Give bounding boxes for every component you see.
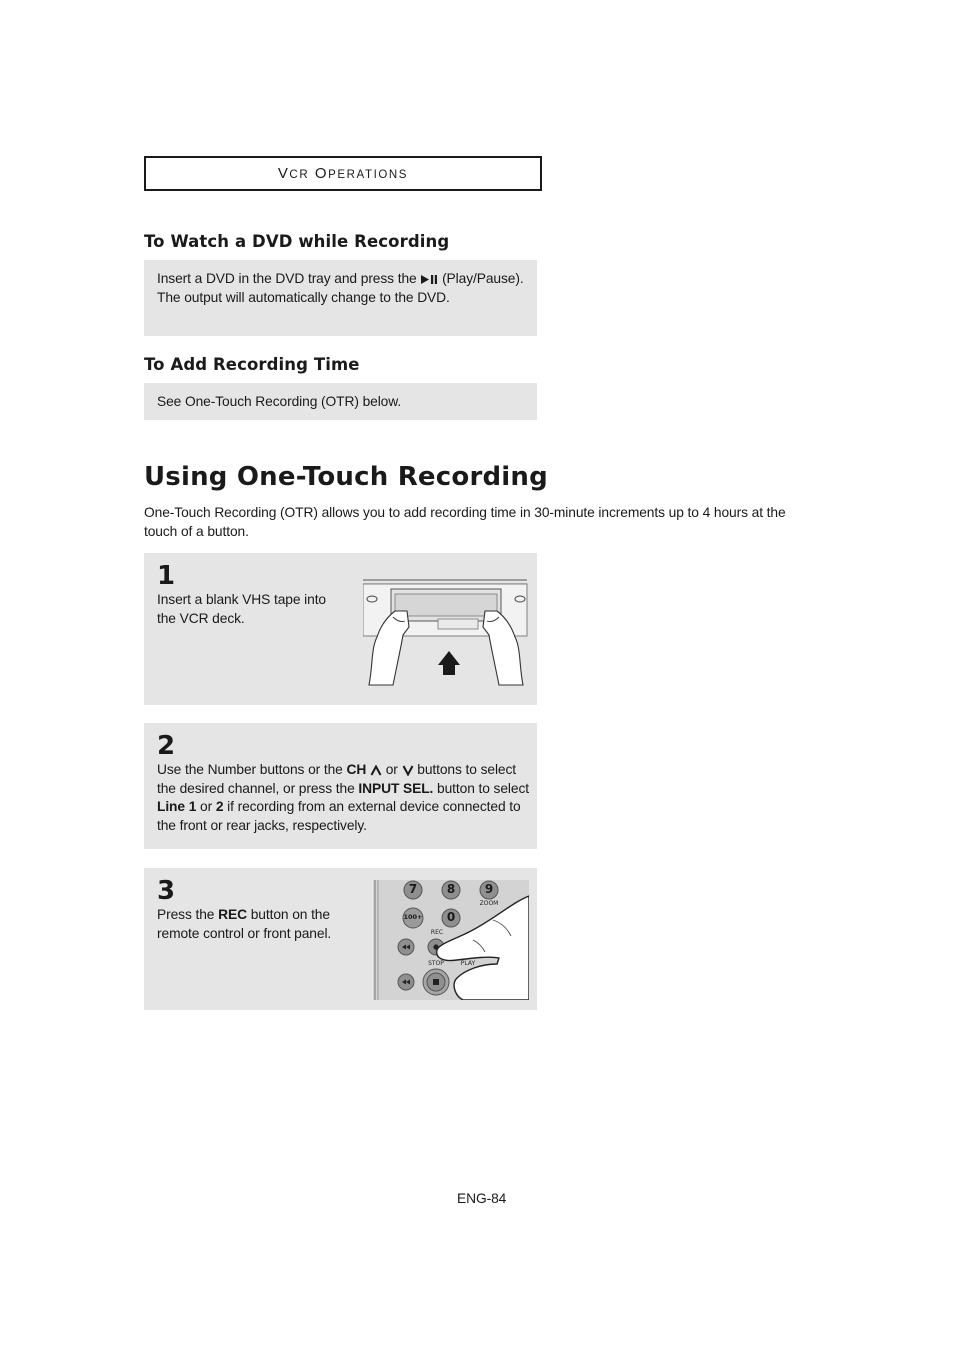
vcr-tape-illustration bbox=[363, 577, 529, 689]
remote-illustration bbox=[373, 880, 529, 1000]
play-pause-icon bbox=[420, 274, 438, 285]
remote-label-rec: REC bbox=[430, 929, 444, 936]
watch-dvd-heading: To Watch a DVD while Recording bbox=[144, 232, 450, 251]
step-2-input-sel: INPUT SEL. bbox=[358, 780, 434, 796]
step-1-text: Insert a blank VHS tape into the VCR deck. bbox=[157, 592, 326, 626]
otr-intro: One-Touch Recording (OTR) allows you to add recording time in 30-minute increments up to 4 hours at the touch of a button. bbox=[144, 505, 786, 539]
chevron-up-icon bbox=[370, 765, 382, 776]
step-3-text bbox=[157, 906, 357, 943]
watch-dvd-box bbox=[144, 260, 537, 336]
page-number: ENG-84 bbox=[457, 1191, 507, 1206]
step-3-number: 3 bbox=[157, 876, 176, 906]
step-3-box bbox=[144, 868, 537, 1010]
step-3-rec: REC bbox=[218, 907, 247, 922]
remote-key-100: 100+ bbox=[403, 913, 423, 921]
otr-heading: Using One-Touch Recording bbox=[144, 462, 548, 492]
watch-dvd-text bbox=[157, 270, 527, 307]
step-2-line1: Line 1 bbox=[157, 799, 197, 814]
add-time-box bbox=[144, 383, 537, 420]
add-time-text: See One-Touch Recording (OTR) below. bbox=[157, 394, 402, 409]
remote-key-7: 7 bbox=[408, 882, 418, 896]
step-2-t5: or bbox=[196, 799, 216, 814]
step-2-t2: or bbox=[381, 762, 402, 777]
step-2-t6: if recording from an external device connected to the front or rear jacks, respectively. bbox=[157, 799, 521, 833]
chevron-down-icon bbox=[402, 765, 414, 776]
remote-key-8: 8 bbox=[446, 882, 456, 896]
step-2-t4: button to select bbox=[433, 780, 529, 796]
section-header-perations: PERATIONS bbox=[328, 169, 409, 181]
remote-label-stop: STOP bbox=[428, 960, 444, 967]
step-1-box bbox=[144, 553, 537, 705]
section-header-v: V bbox=[277, 165, 290, 182]
watch-dvd-text-after: (Play/Pause). The output will automatically change to the DVD. bbox=[157, 271, 524, 305]
remote-key-9: 9 bbox=[484, 882, 494, 896]
remote-label-play: PLAY bbox=[460, 960, 476, 967]
step-2-box bbox=[144, 723, 537, 849]
section-header bbox=[144, 156, 542, 191]
remote-key-0: 0 bbox=[446, 910, 456, 924]
section-header-cr: CR bbox=[289, 169, 310, 181]
step-3-t2: button on the remote control or front panel. bbox=[157, 907, 332, 941]
step-3-t1: Press the bbox=[157, 907, 219, 922]
remote-label-zoom: ZOOM bbox=[479, 900, 499, 907]
step-2-line2: 2 bbox=[215, 799, 224, 814]
step-2-ch: CH bbox=[346, 762, 367, 777]
section-header-o: O bbox=[314, 165, 329, 182]
step-1-number: 1 bbox=[157, 561, 176, 591]
step-2-t1: Use the Number buttons or the bbox=[157, 762, 347, 777]
step-2-text bbox=[157, 761, 531, 835]
add-time-heading: To Add Recording Time bbox=[144, 355, 360, 374]
step-2-t3: buttons to select the desired channel, or press the bbox=[157, 762, 517, 796]
watch-dvd-text-before: Insert a DVD in the DVD tray and press the bbox=[157, 271, 417, 286]
step-2-number: 2 bbox=[157, 731, 176, 761]
